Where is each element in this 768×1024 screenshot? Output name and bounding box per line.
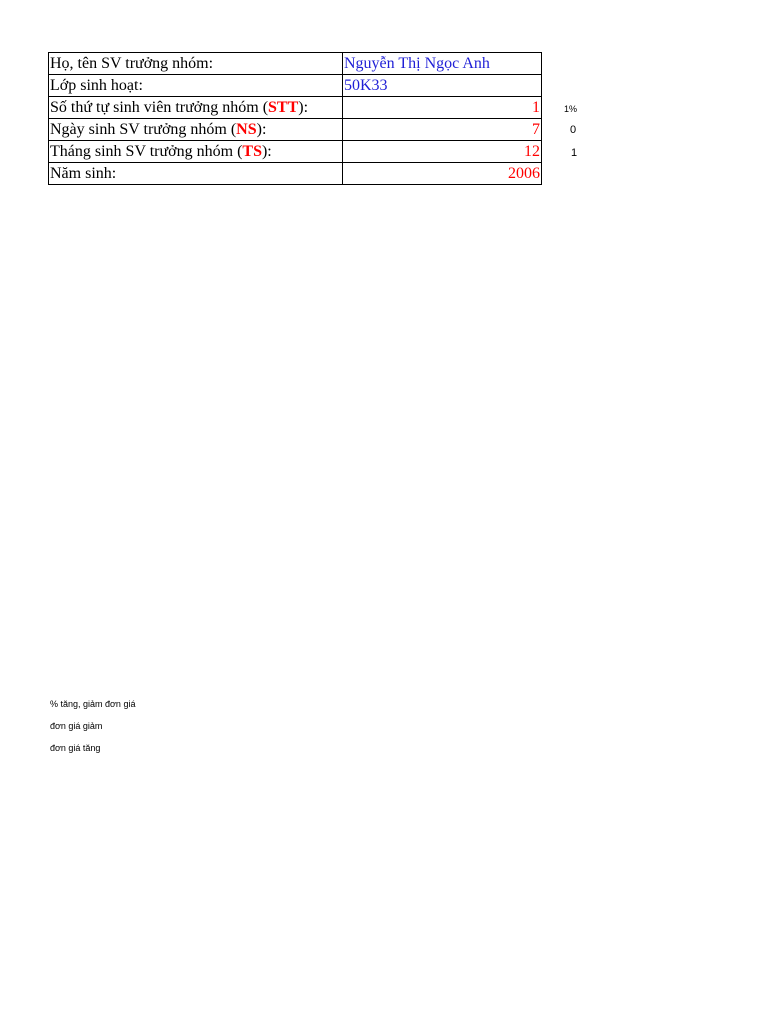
- student-info-table: [48, 52, 542, 185]
- label-text: Tháng sinh SV trưởng nhóm (: [50, 143, 243, 160]
- note-percent-change: % tăng, giảm đơn giá: [50, 699, 136, 709]
- table-row: [49, 53, 542, 75]
- ns-value[interactable]: 7: [343, 119, 542, 141]
- stt-label[interactable]: [49, 97, 343, 119]
- class-label[interactable]: [49, 75, 343, 97]
- label-text: Họ, tên SV trưởng nhóm:: [50, 55, 214, 72]
- label-suffix: ):: [256, 121, 267, 138]
- table-row: [49, 97, 542, 119]
- note-price-decrease: đơn giá giảm: [50, 721, 103, 731]
- label-suffix: ):: [298, 99, 309, 116]
- decrease-value[interactable]: 0: [570, 124, 577, 136]
- label-text: Ngày sinh SV trưởng nhóm (: [50, 121, 237, 138]
- ns-code: NS: [236, 121, 257, 138]
- percent-value[interactable]: 1%: [564, 104, 578, 114]
- birth-year-value[interactable]: 2006: [343, 163, 542, 185]
- leader-name-value[interactable]: Nguyễn Thị Ngọc Anh: [343, 53, 542, 75]
- increase-value[interactable]: 1: [571, 147, 578, 159]
- ts-code: TS: [242, 143, 262, 160]
- note-price-increase: đơn giá tăng: [50, 743, 101, 753]
- table-row: [49, 141, 542, 163]
- stt-value[interactable]: 1: [343, 97, 542, 119]
- ts-value[interactable]: 12: [343, 141, 542, 163]
- stt-code: STT: [268, 99, 299, 116]
- table-row: [49, 163, 542, 185]
- table-row: [49, 75, 542, 97]
- table-row: [49, 119, 542, 141]
- ts-label[interactable]: [49, 141, 343, 163]
- label-text: Lớp sinh hoạt:: [50, 77, 143, 94]
- ns-label[interactable]: [49, 119, 343, 141]
- birth-year-label[interactable]: [49, 163, 343, 185]
- label-suffix: ):: [261, 143, 272, 160]
- label-text: Năm sinh:: [50, 165, 117, 182]
- label-text: Số thứ tự sinh viên trưởng nhóm (: [50, 99, 269, 116]
- leader-name-label[interactable]: [49, 53, 343, 75]
- class-value[interactable]: 50K33: [343, 75, 542, 97]
